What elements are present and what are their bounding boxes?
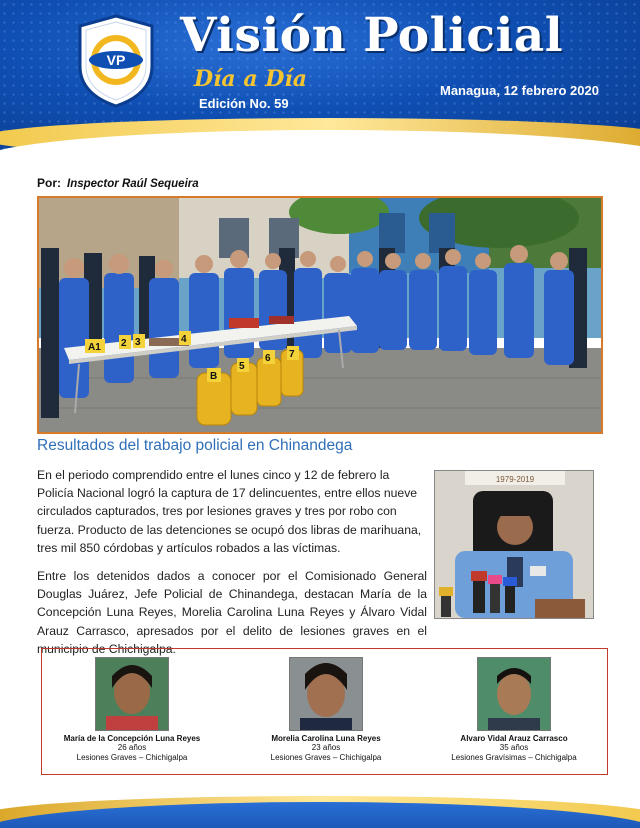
publication-subtitle: Día a Día bbox=[194, 66, 307, 92]
detainee-name: María de la Concepción Luna Reyes bbox=[63, 734, 201, 743]
detainee-mugshot bbox=[289, 657, 363, 731]
detainee-mugshot bbox=[477, 657, 551, 731]
evidence-marker-2: 2 bbox=[121, 338, 127, 349]
detainee-age: 26 años bbox=[117, 743, 147, 752]
masthead bbox=[0, 0, 640, 150]
detainee-age: 23 años bbox=[311, 743, 341, 752]
anniversary-banner: 1979-2019 bbox=[495, 475, 535, 484]
detainee-card bbox=[424, 657, 604, 763]
byline bbox=[37, 176, 199, 190]
page-footer-band bbox=[0, 790, 640, 828]
article-headline: Resultados del trabajo policial en Chinandega bbox=[37, 437, 353, 454]
main-photo-detainees bbox=[37, 196, 603, 434]
publication-title: Visión Policial bbox=[180, 8, 564, 63]
police-chief-photo bbox=[434, 470, 594, 619]
detainees-lineup-illustration bbox=[39, 198, 601, 432]
evidence-marker-a1: A1 bbox=[88, 342, 101, 353]
detainee-card bbox=[42, 657, 222, 763]
police-badge-logo bbox=[76, 14, 156, 108]
mugshot-portrait bbox=[290, 658, 362, 730]
detainee-age: 35 años bbox=[499, 743, 529, 752]
evidence-marker-4: 4 bbox=[181, 334, 187, 345]
detainee-card bbox=[236, 657, 416, 763]
edition-number: Edición No. 59 bbox=[199, 96, 289, 111]
article-paragraph-1: En el periodo comprendido entre el lunes cinco y 12 de febrero la Policía Nacional logró la captura de 17 delincuentes, entre ellos nueve circulados capturados, tres por lesiones graves y tres por robo con fuerza. Producto de las detenciones se ocupó dos libras de marihuana, tres mil 850 córdobas y artículos robados a las víctimas. bbox=[37, 468, 422, 555]
detainee-mugshot bbox=[95, 657, 169, 731]
byline-author: Inspector Raúl Sequeira bbox=[67, 178, 199, 190]
mugshot-portrait bbox=[478, 658, 550, 730]
detainee-charge: Lesiones Graves – Chichigalpa bbox=[270, 753, 382, 762]
badge-letters: VP bbox=[106, 52, 126, 68]
detainee-charge: Lesiones Graves – Chichigalpa bbox=[76, 753, 188, 762]
evidence-marker-7: 7 bbox=[289, 349, 295, 360]
mugshot-portrait bbox=[96, 658, 168, 730]
press-conference-illustration bbox=[435, 471, 593, 618]
detainee-name: Alvaro Vidal Arauz Carrasco bbox=[460, 734, 568, 743]
evidence-marker-6: 6 bbox=[265, 353, 271, 364]
evidence-marker-5: 5 bbox=[239, 361, 245, 372]
article-paragraph-2: Entre los detenidos dados a conocer por el Comisionado General Douglas Juárez, Jefe Policial de Chinandega, destacan María de la Concepción Luna Reyes, Morelia Carolina Luna Reyes y Álvaro Vidal Arauz Carrasco, apresados por el delito de lesiones graves en el municipio de Chichigalpa. bbox=[37, 569, 427, 656]
detainee-charge: Lesiones Gravísimas – Chichigalpa bbox=[451, 753, 577, 762]
evidence-marker-b: B bbox=[210, 371, 218, 382]
evidence-marker-3: 3 bbox=[135, 337, 141, 348]
byline-label: Por: bbox=[37, 176, 61, 190]
detainees-panel bbox=[41, 648, 608, 775]
detainee-name: Morelia Carolina Luna Reyes bbox=[271, 734, 381, 743]
dateline: Managua, 12 febrero 2020 bbox=[440, 83, 599, 98]
